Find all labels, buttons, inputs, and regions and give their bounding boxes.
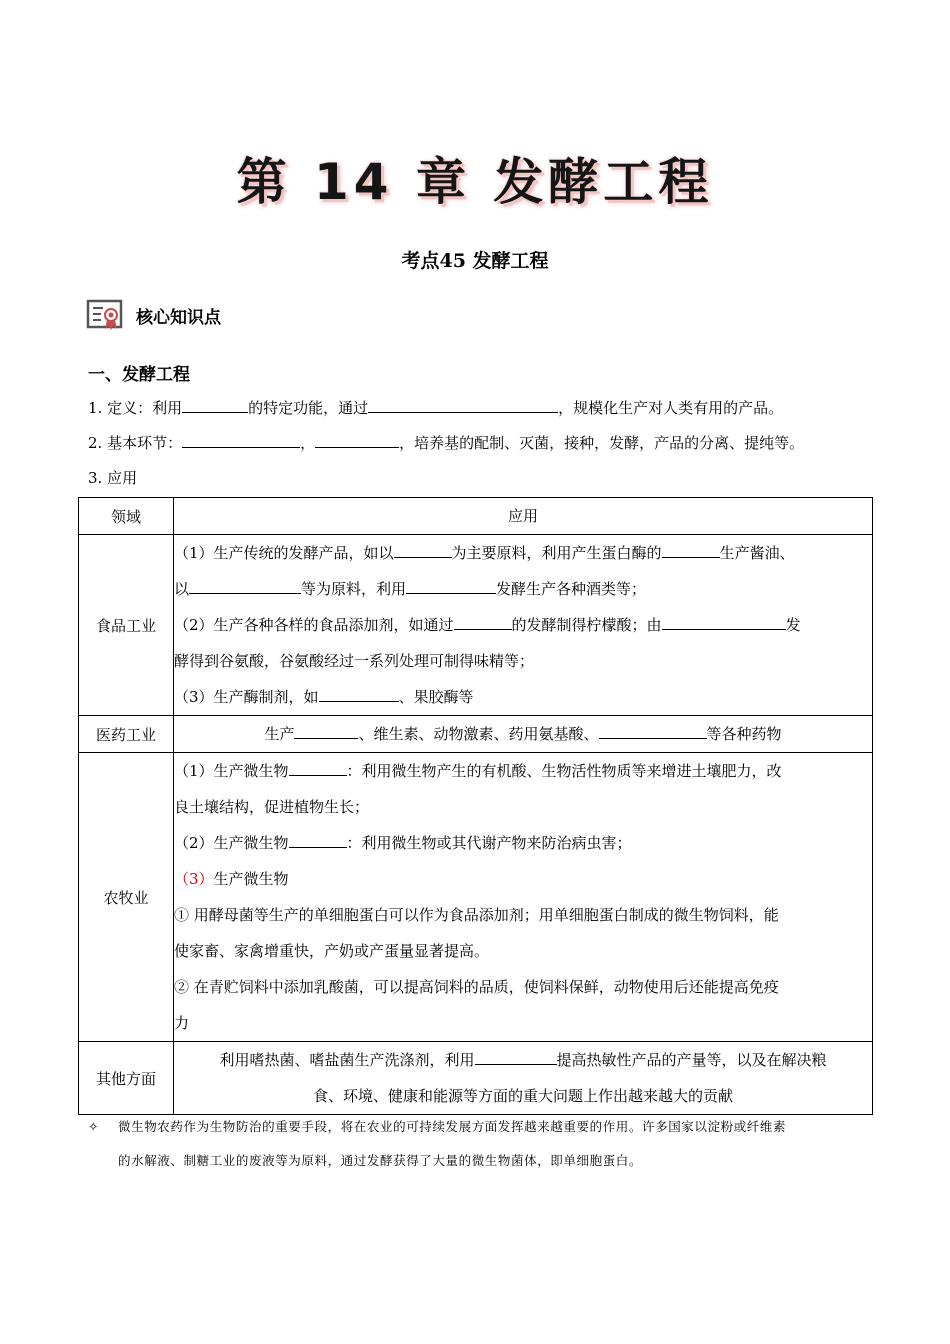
table-header-row: [79, 498, 873, 535]
text: 生产酱油、: [719, 544, 795, 562]
table-row-medicine: [79, 716, 873, 753]
text: ② 在青贮饲料中添加乳酸菌，可以提高饲料的品质，使饲料保鲜，动物使用后还能提高免疫: [174, 978, 779, 996]
text: 生产微生物: [213, 870, 289, 888]
chapter-title: 第 14 章 发酵工程: [236, 153, 714, 211]
text: ：利用微生物产生的有机酸、生物活性物质等来增进土壤肥力，改: [346, 762, 782, 780]
item-number-red: （3）: [174, 870, 214, 888]
fill-blank[interactable]: [599, 724, 707, 739]
header-application: 应用: [174, 498, 873, 535]
text: 力: [174, 1014, 190, 1032]
fill-blank[interactable]: [189, 579, 301, 594]
core-knowledge-header: [86, 298, 221, 332]
text: （2）生产各种各样的食品添加剂，如通过: [174, 616, 454, 634]
diamond-icon: ✧: [88, 1119, 100, 1134]
fill-blank[interactable]: [368, 398, 558, 413]
text: 1. 定义：利用: [88, 399, 183, 417]
text: 2. 基本环节：: [88, 434, 183, 452]
text: 生产: [264, 725, 295, 743]
table-row-food: [79, 535, 873, 716]
fill-blank[interactable]: [319, 687, 399, 702]
application-agriculture: [174, 753, 873, 1042]
table-row-other: [79, 1042, 873, 1115]
text: 良土壤结构，促进植物生长；: [174, 798, 370, 816]
text: ① 用酵母菌等生产的单细胞蛋白可以作为食品添加剂；用单细胞蛋白制成的微生物饲料，能: [174, 906, 779, 924]
text: （1）生产传统的发酵产品，如以: [174, 544, 394, 562]
text: 的特定功能，通过: [248, 399, 369, 417]
fill-blank[interactable]: [182, 398, 248, 413]
text: （2）生产微生物: [174, 834, 289, 852]
fill-blank[interactable]: [289, 833, 347, 848]
text: 微生物农药作为生物防治的重要手段，将在农业的可持续发展方面发挥越来越重要的作用。许多国家以淀粉或纤维素: [118, 1119, 787, 1134]
fill-blank[interactable]: [475, 1050, 557, 1065]
text: ，规模化生产对人类有用的产品。: [558, 399, 784, 417]
text: 提高热敏性产品的产量等，以及在解决粮: [556, 1051, 827, 1069]
text: ，培养基的配制、灭菌，接种，发酵，产品的分离、提纯等。: [399, 434, 805, 452]
fill-blank[interactable]: [294, 724, 358, 739]
text: （3）生产酶制剂，如: [174, 688, 319, 706]
core-knowledge-label: 核心知识点: [136, 307, 221, 328]
field-agriculture: 农牧业: [79, 753, 174, 1042]
fill-blank[interactable]: [289, 761, 347, 776]
text: ：利用微生物或其代谢产物来防治病虫害；: [346, 834, 632, 852]
text: 酵得到谷氨酸，谷氨酸经过一系列处理可制得味精等；: [174, 652, 535, 670]
text: 以: [174, 580, 190, 598]
table-row-agriculture: [79, 753, 873, 1042]
text: 的水解液、制糖工业的废液等为原料，通过发酵获得了大量的微生物菌体，即单细胞蛋白。: [118, 1153, 643, 1168]
definition-line: [88, 397, 783, 418]
application-table: [78, 497, 873, 1115]
text: 等为原料，利用: [301, 580, 407, 598]
header-field: 领域: [79, 498, 174, 535]
text: （1）生产微生物: [174, 762, 289, 780]
fill-blank[interactable]: [662, 543, 720, 558]
text: 等各种药物: [706, 725, 782, 743]
fill-blank[interactable]: [315, 433, 399, 448]
text: 使家畜、家禽增重快，产奶或产蛋量显著提高。: [174, 942, 490, 960]
application-other: [174, 1042, 873, 1115]
text: 、果胶酶等: [398, 688, 474, 706]
text: 发: [785, 616, 801, 634]
text: 食、环境、健康和能源等方面的重大问题上作出越来越大的贡献: [312, 1087, 733, 1105]
heading-fermentation: 一、发酵工程: [88, 365, 190, 385]
fill-blank[interactable]: [454, 615, 512, 630]
field-food: 食品工业: [79, 535, 174, 716]
field-other: 其他方面: [79, 1042, 174, 1115]
fill-blank[interactable]: [406, 579, 496, 594]
application-line: 3. 应用: [88, 469, 138, 487]
text: 发酵生产各种酒类等；: [496, 580, 647, 598]
fill-blank[interactable]: [662, 615, 786, 630]
application-food: [174, 535, 873, 716]
footnote: [88, 1110, 868, 1178]
text: 、维生素、动物激素、药用氨基酸、: [358, 725, 599, 743]
text: 利用嗜热菌、嗜盐菌生产洗涤剂，利用: [219, 1051, 475, 1069]
basic-steps-line: [88, 432, 804, 453]
certificate-icon: [86, 298, 126, 332]
text: 为主要原料，利用产生蛋白酶的: [451, 544, 662, 562]
text: ，: [300, 434, 316, 452]
text: 的发酵制得柠檬酸；由: [511, 616, 662, 634]
fill-blank[interactable]: [394, 543, 452, 558]
application-medicine: [174, 716, 873, 753]
field-medicine: 医药工业: [79, 716, 174, 753]
section-title: 考点45 发酵工程: [401, 250, 549, 272]
fill-blank[interactable]: [182, 433, 300, 448]
